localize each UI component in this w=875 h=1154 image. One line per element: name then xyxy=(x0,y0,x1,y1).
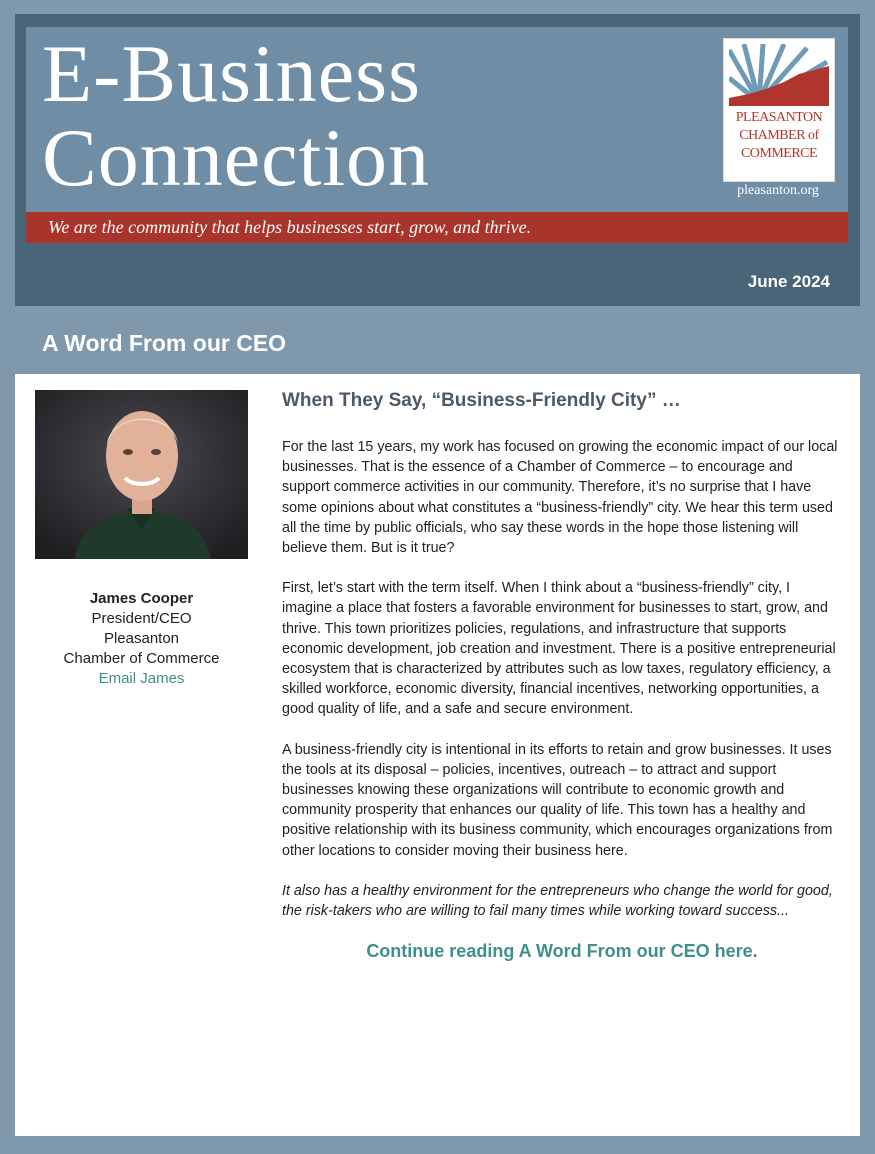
tagline-bar xyxy=(26,212,848,243)
logo-line-3: COMMERCE xyxy=(740,146,818,161)
logo-url[interactable]: pleasanton.org xyxy=(737,183,819,198)
author-name: James Cooper xyxy=(89,590,194,607)
logo-wordmark xyxy=(724,109,834,163)
article-headline: When They Say, “Business-Friendly City” … xyxy=(282,390,681,411)
article xyxy=(282,390,842,962)
newsletter-title-line1: E-Business xyxy=(42,28,421,119)
logo-line-1: PLEASANTON xyxy=(735,110,823,125)
logo-line-2: CHAMBER of xyxy=(739,128,819,143)
date-bar xyxy=(15,260,860,306)
sunburst-skyline-icon xyxy=(729,44,829,106)
issue-date: June 2024 xyxy=(747,272,830,291)
article-paragraph-1: For the last 15 years, my work has focused on growing the economic impact of our local businesses. That is the essence of a Chamber of Commerce – to encourage and support commerce activities in our community. Therefore, it’s no surprise that I have some opinions about what constitutes a “business-friendly” city. We hear this term used all the time by public officials, who say these words in the hope those listening will believe them. But is it true? xyxy=(282,439,838,557)
masthead xyxy=(26,27,848,212)
article-paragraph-2: First, let’s start with the term itself. When I think about a “business-friendly” city, I imagine a place that fosters a favorable environment for businesses to start, grow, and thrive. This town prioritizes policies, regulations, and infrastructure that supports economic development, job creation and investment. There is a positive entrepreneurial ecosystem that is characterized by attributes such as low taxes, regulatory efficiency, a skilled workforce, economic diversity, financial incentives, networking opportunities, a good quality of life, and a safe and secure environment. xyxy=(282,580,836,718)
pull-quote: It also has a healthy environment for the entrepreneurs who change the world for good, the risk-takers who are willing to fail many times while working toward success... xyxy=(282,882,833,920)
author-photo xyxy=(35,390,248,559)
newsletter-title-line2: Connection xyxy=(42,112,431,203)
content-panel xyxy=(15,374,860,1136)
tagline: We are the community that helps businesses start, grow, and thrive. xyxy=(48,217,532,237)
author-bio xyxy=(25,589,258,689)
author-org-line2: Chamber of Commerce xyxy=(63,650,220,667)
email-author-link[interactable]: Email James xyxy=(98,670,185,687)
continue-reading-link[interactable]: Continue reading A Word From our CEO here. xyxy=(366,941,758,962)
portrait-image xyxy=(35,390,248,559)
chamber-logo[interactable] xyxy=(723,38,835,182)
section-title: A Word From our CEO xyxy=(42,330,287,356)
author-role: President/CEO xyxy=(91,610,192,627)
author-org-line1: Pleasanton xyxy=(103,630,180,647)
article-paragraph-3: A business-friendly city is intentional in its efforts to retain and grow businesses. It uses the tools at its disposal – policies, incentives, outreach – to attract and support businesses knowing these organizations will contribute to economic growth and community prosperity that enhances our quality of life. This town has a healthy and positive relationship with its business community, which encourages organizations from other locations to consider moving their business here. xyxy=(282,741,833,859)
